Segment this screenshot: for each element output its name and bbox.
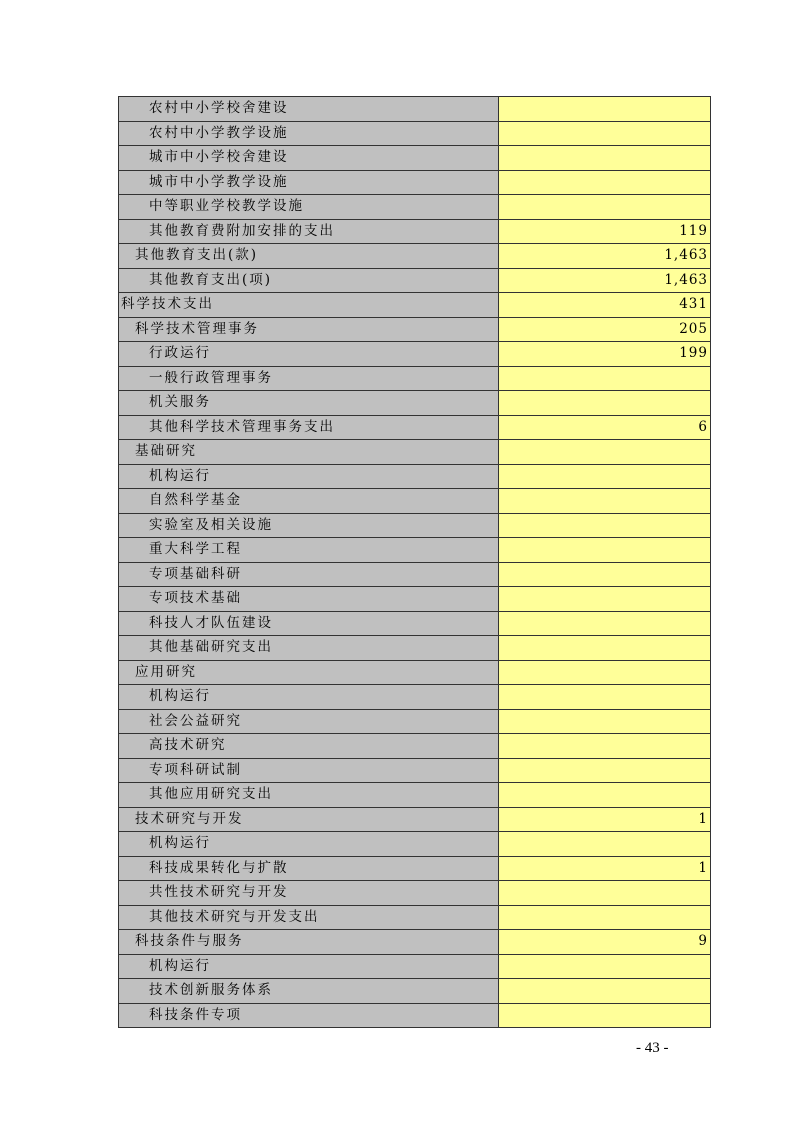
row-value [499,685,711,710]
row-label: 机构运行 [119,685,499,710]
row-label: 机关服务 [119,391,499,416]
row-label: 其他教育支出(款) [119,244,499,269]
row-value: 1 [499,807,711,832]
row-label: 社会公益研究 [119,709,499,734]
table-row [119,709,711,734]
row-value [499,587,711,612]
row-value [499,783,711,808]
row-value [499,905,711,930]
table-row [119,930,711,955]
table-row [119,440,711,465]
row-label: 其他教育费附加安排的支出 [119,219,499,244]
table-body [119,97,711,1028]
row-value [499,464,711,489]
row-value [499,881,711,906]
row-label: 其他基础研究支出 [119,636,499,661]
row-label: 实验室及相关设施 [119,513,499,538]
row-label: 行政运行 [119,342,499,367]
row-value: 1 [499,856,711,881]
table-row [119,146,711,171]
row-label: 科技成果转化与扩散 [119,856,499,881]
table-row [119,97,711,122]
row-label: 其他应用研究支出 [119,783,499,808]
row-label: 科技条件与服务 [119,930,499,955]
row-label: 高技术研究 [119,734,499,759]
row-value: 431 [499,293,711,318]
row-value [499,611,711,636]
row-label: 专项科研试制 [119,758,499,783]
row-label: 科学技术管理事务 [119,317,499,342]
row-value: 1,463 [499,244,711,269]
table-row [119,832,711,857]
table-row [119,881,711,906]
table-row [119,219,711,244]
row-value [499,513,711,538]
table-row [119,954,711,979]
row-label: 科技人才队伍建设 [119,611,499,636]
table-row [119,587,711,612]
row-value [499,734,711,759]
row-label: 专项技术基础 [119,587,499,612]
table-row [119,293,711,318]
row-value: 6 [499,415,711,440]
row-value [499,1003,711,1028]
table-row [119,415,711,440]
row-value [499,146,711,171]
table-row [119,856,711,881]
table-row [119,734,711,759]
row-value [499,979,711,1004]
row-label: 科技条件专项 [119,1003,499,1028]
row-value [499,121,711,146]
table-row [119,391,711,416]
table-row [119,538,711,563]
row-label: 技术研究与开发 [119,807,499,832]
row-value [499,195,711,220]
table-row [119,758,711,783]
table-row [119,685,711,710]
row-value: 199 [499,342,711,367]
row-label: 城市中小学校舍建设 [119,146,499,171]
row-label: 科学技术支出 [119,293,499,318]
page-number: - 43 - [636,1040,669,1056]
row-value [499,440,711,465]
budget-table [118,96,711,1028]
row-label: 城市中小学教学设施 [119,170,499,195]
row-value [499,366,711,391]
row-value: 205 [499,317,711,342]
row-label: 其他科学技术管理事务支出 [119,415,499,440]
table-row [119,979,711,1004]
table-row [119,905,711,930]
table-row [119,783,711,808]
row-label: 机构运行 [119,464,499,489]
table-row [119,121,711,146]
row-value: 1,463 [499,268,711,293]
row-label: 重大科学工程 [119,538,499,563]
row-value [499,636,711,661]
table-row [119,170,711,195]
table-row [119,268,711,293]
row-value [499,562,711,587]
table-row [119,636,711,661]
row-label: 农村中小学教学设施 [119,121,499,146]
row-label: 专项基础科研 [119,562,499,587]
table-row [119,562,711,587]
table-row [119,489,711,514]
row-value [499,538,711,563]
row-label: 技术创新服务体系 [119,979,499,1004]
table-row [119,244,711,269]
row-label: 基础研究 [119,440,499,465]
row-label: 机构运行 [119,954,499,979]
row-value [499,832,711,857]
row-value [499,170,711,195]
row-label: 农村中小学校舍建设 [119,97,499,122]
row-label: 应用研究 [119,660,499,685]
row-label: 一般行政管理事务 [119,366,499,391]
table-row [119,807,711,832]
row-label: 共性技术研究与开发 [119,881,499,906]
row-value [499,391,711,416]
row-value [499,709,711,734]
row-value [499,758,711,783]
row-value [499,489,711,514]
row-label: 自然科学基金 [119,489,499,514]
table-row [119,1003,711,1028]
row-value: 119 [499,219,711,244]
row-label: 其他教育支出(项) [119,268,499,293]
row-value: 9 [499,930,711,955]
row-label: 机构运行 [119,832,499,857]
row-value [499,954,711,979]
table-row [119,342,711,367]
table-row [119,464,711,489]
table-row [119,611,711,636]
table-row [119,317,711,342]
row-value [499,97,711,122]
table-row [119,513,711,538]
table-row [119,660,711,685]
row-value [499,660,711,685]
table-row [119,366,711,391]
row-label: 中等职业学校教学设施 [119,195,499,220]
table-row [119,195,711,220]
row-label: 其他技术研究与开发支出 [119,905,499,930]
